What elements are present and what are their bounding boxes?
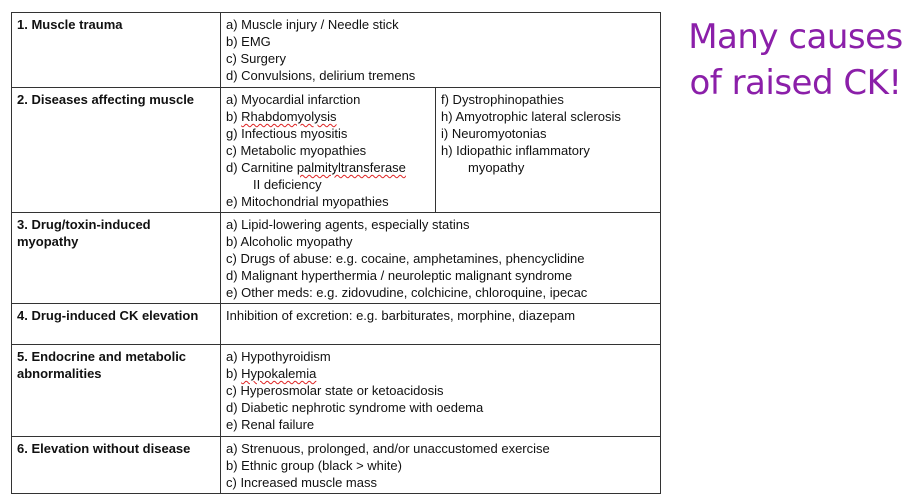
list-item: Inhibition of excretion: e.g. barbiturates, morphine, diazepam [226,308,576,323]
list-item: d) Diabetic nephrotic syndrome with oedema [226,400,484,415]
list-item: c) Metabolic myopathies [226,143,367,158]
list-item: d) Malignant hyperthermia / neuroleptic malignant syndrome [226,268,573,283]
list-item: d) Carnitine palmityltransferase [226,160,406,175]
list-item: II deficiency [253,177,322,192]
list-item: b) EMG [226,34,271,49]
list-item: b) Hypokalemia [226,366,317,381]
list-item: c) Increased muscle mass [226,475,377,490]
spellcheck-word: Hypokalemia [241,366,317,381]
items-cell [221,13,661,88]
items-cell [221,213,661,304]
list-item: a) Myocardial infarction [226,92,361,107]
spellcheck-word: palmityltransferase [296,160,406,175]
table-row [12,304,661,345]
list-item: c) Surgery [226,51,286,66]
headline-line-2: of raised CK! [689,63,902,103]
list-item: f) Dystrophinopathies [441,92,564,107]
items-cell [221,304,661,345]
items-cell [221,345,661,437]
list-item: b) Rhabdomyolysis [226,109,337,124]
list-item: myopathy [468,160,525,175]
list-item: e) Other meds: e.g. zidovudine, colchicine, chloroquine, ipecac [226,285,588,300]
list-item: e) Mitochondrial myopathies [226,194,389,209]
list-item: h) Amyotrophic lateral sclerosis [441,109,621,124]
category-cell: 3. Drug/toxin-induced myopathy [12,213,221,304]
table-row [12,88,661,213]
list-item: a) Strenuous, prolonged, and/or unaccustomed exercise [226,441,550,456]
list-item: a) Hypothyroidism [226,349,331,364]
items-left-column [221,88,436,212]
category-cell: 6. Elevation without disease [12,437,221,494]
list-item: a) Lipid-lowering agents, especially statins [226,217,470,232]
category-cell: 4. Drug-induced CK elevation [12,304,221,345]
list-item: b) Alcoholic myopathy [226,234,353,249]
list-item: e) Renal failure [226,417,315,432]
headline-line-1: Many causes [688,17,903,57]
causes-table [11,12,661,494]
items-cell [221,88,661,213]
list-item: c) Drugs of abuse: e.g. cocaine, amphetamines, phencyclidine [226,251,585,266]
list-item: b) Ethnic group (black > white) [226,458,402,473]
list-item: c) Hyperosmolar state or ketoacidosis [226,383,444,398]
category-cell: 5. Endocrine and metabolic abnormalities [12,345,221,437]
table-row [12,13,661,88]
category-cell: 1. Muscle trauma [12,13,221,88]
category-cell: 2. Diseases affecting muscle [12,88,221,213]
table-row [12,213,661,304]
table-row [12,345,661,437]
spellcheck-word: Rhabdomyolysis [241,109,337,124]
headline [683,14,908,106]
items-right-column [441,88,660,212]
table-row [12,437,661,494]
list-item: i) Neuromyotonias [441,126,547,141]
items-cell [221,437,661,494]
list-item: d) Convulsions, delirium tremens [226,68,416,83]
list-item: h) Idiopathic inflammatory [441,143,590,158]
list-item: g) Infectious myositis [226,126,348,141]
list-item: a) Muscle injury / Needle stick [226,17,399,32]
